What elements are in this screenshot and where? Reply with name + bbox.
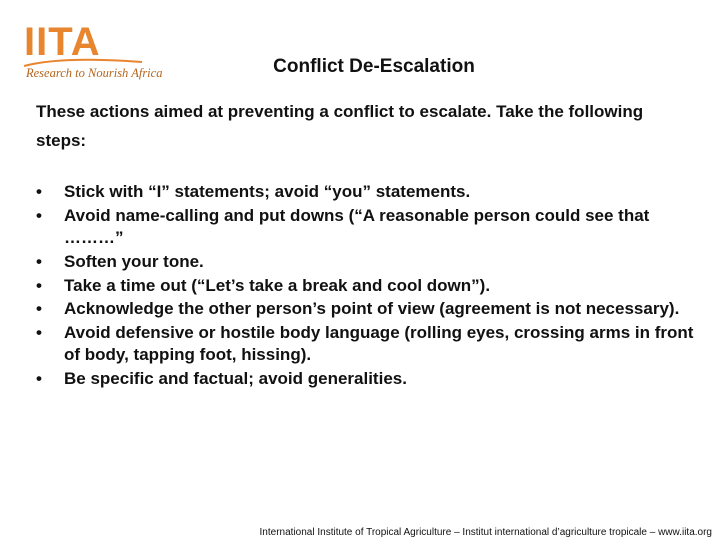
- bullet-item: [36, 205, 696, 250]
- bullet-text: Avoid name-calling and put downs (“A reasonable person could see that ………”: [64, 205, 650, 248]
- bullet-icon: •: [36, 205, 42, 225]
- bullet-item: [36, 251, 696, 274]
- bullet-item: [36, 181, 696, 204]
- bullet-icon: •: [36, 299, 42, 319]
- intro-text: These actions aimed at preventing a conflict to escalate. Take the following steps:: [36, 102, 644, 150]
- bullet-icon: •: [36, 369, 42, 389]
- bullet-item: [36, 275, 696, 298]
- footer-text: International Institute of Tropical Agriculture – Institut international d’agriculture tropicale – www.iita.org: [259, 527, 712, 538]
- bullet-icon: •: [36, 251, 42, 271]
- bullet-icon: •: [36, 275, 42, 295]
- logo-tagline: Research to Nourish Africa: [26, 66, 163, 80]
- bullet-item: [36, 368, 696, 391]
- slide-title: Conflict De-Escalation: [273, 56, 475, 77]
- bullet-list: [36, 181, 696, 392]
- logo-wordmark: IITA: [24, 20, 101, 64]
- bullet-icon: •: [36, 182, 42, 201]
- bullet-text: Avoid defensive or hostile body language (rolling eyes, crossing arms in front of body, tapping foot, hissing).: [64, 322, 694, 365]
- bullet-text: Stick with “I” statements; avoid “you” statements.: [64, 182, 471, 201]
- bullet-icon: •: [36, 322, 42, 342]
- bullet-text: Soften your tone.: [64, 251, 204, 271]
- bullet-item: [36, 298, 696, 321]
- bullet-text: Be specific and factual; avoid generalities.: [64, 369, 407, 389]
- bullet-text: Take a time out (“Let’s take a break and cool down”).: [64, 275, 491, 295]
- bullet-item: [36, 322, 696, 367]
- bullet-text: Acknowledge the other person’s point of view (agreement is not necessary).: [64, 299, 680, 319]
